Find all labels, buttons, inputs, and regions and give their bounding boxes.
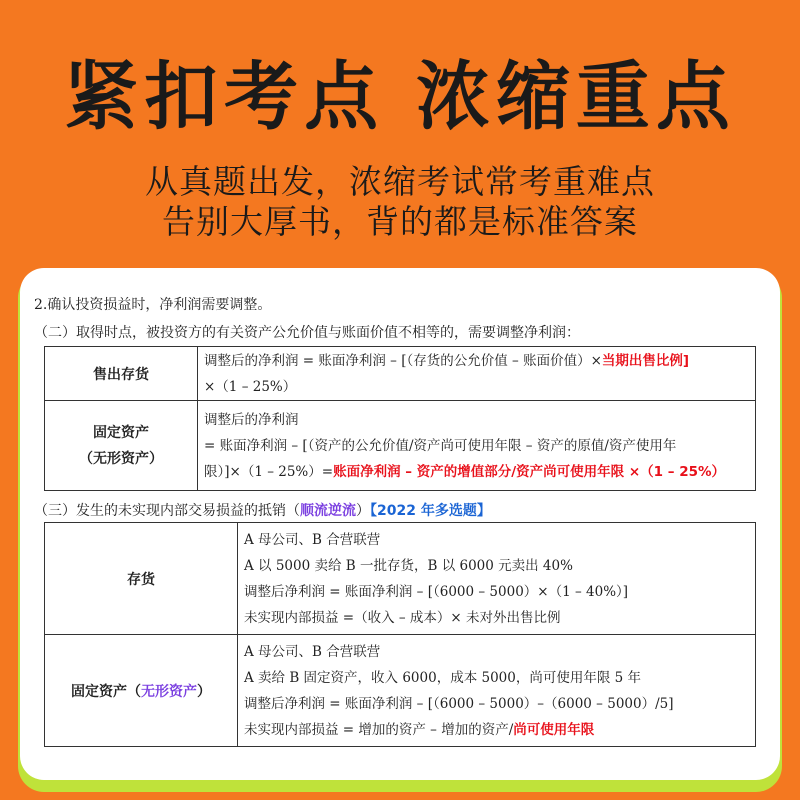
subtitle-line-2: 告别大厚书，背的都是标准答案: [162, 202, 638, 241]
section-3-heading: [34, 500, 491, 520]
formula-text: ×（1 – 25%）: [204, 378, 297, 395]
content-line: 调整后净利润 = 账面净利润 – [（6000 – 5000）–（6000 – 5000）/5]: [244, 695, 674, 712]
content-line: A 卖给 B 固定资产，收入 6000，成本 5000，尚可使用年限 5 年: [244, 669, 642, 686]
row-content: [198, 401, 756, 491]
label-line: 固定资产: [93, 424, 149, 441]
heading-text: （三）发生的未实现内部交易损益的抵销（: [34, 503, 300, 519]
content-line: 调整后净利润 = 账面净利润 – [（6000 – 5000）×（1 – 40%）]: [244, 583, 629, 600]
highlight-text: 无形资产: [141, 683, 197, 700]
formula-text: 调整后的净利润: [204, 411, 299, 428]
row-content: [198, 347, 756, 401]
content-line: A 以 5000 卖给 B 一批存货，B 以 6000 元卖出 40%: [244, 557, 573, 574]
section-2-heading: （二）取得时点，被投资方的有关资产公允价值与账面价值不相等的，需要调整净利润：: [34, 325, 580, 341]
row-label-inventory: 存货: [45, 523, 238, 635]
formula-text: = 账面净利润 – [（资产的公允价值/资产尚可使用年限 – 资产的原值/资产使用年: [204, 437, 677, 454]
highlight-text: 顺流逆流: [300, 503, 356, 519]
subtitle-line-1: 从真题出发，浓缩考试常考重难点: [145, 162, 655, 201]
content-line: A 母公司、B 合营联营: [244, 531, 381, 548]
table-acquisition-adjustments: [44, 346, 756, 491]
headline: 紧扣考点 浓缩重点: [64, 54, 736, 140]
table-row: [45, 347, 756, 401]
highlight-text: 当期出售比例]: [601, 352, 690, 369]
highlight-text: 账面净利润 – 资产的增值部分/资产尚可使用年限 ×（1 – 25%）: [333, 463, 726, 480]
content-line: 未实现内部损益 =（收入 – 成本）× 未对外出售比例: [244, 609, 561, 626]
highlight-text: 尚可使用年限: [513, 721, 595, 738]
formula-text: 调整后的净利润 = 账面净利润 – [（存货的公允价值 – 账面价值）×: [204, 352, 602, 369]
row-label-inventory: 售出存货: [45, 347, 198, 401]
exam-tag: 【2022 年多选题】: [370, 503, 491, 519]
table-row: [45, 635, 756, 747]
table-row: [45, 523, 756, 635]
content-line: A 母公司、B 合营联营: [244, 643, 381, 660]
label-text: 固定资产（: [71, 683, 141, 700]
row-content: [238, 523, 756, 635]
content-text: 未实现内部损益 = 增加的资产 – 增加的资产/: [244, 721, 514, 738]
row-label-fixed-assets: [45, 635, 238, 747]
label-line: （无形资产）: [79, 450, 163, 467]
document-card: [20, 268, 780, 780]
table-row: [45, 401, 756, 491]
label-text: ）: [197, 683, 211, 700]
formula-text: 限）]×（1 – 25%）=: [204, 463, 334, 480]
heading-text: ）: [356, 503, 370, 519]
row-label-fixed-assets: [45, 401, 198, 491]
row-content: [238, 635, 756, 747]
table-unrealized-gains: [44, 522, 756, 747]
intro-paragraph: 2.确认投资损益时，净利润需要调整。: [34, 297, 272, 313]
